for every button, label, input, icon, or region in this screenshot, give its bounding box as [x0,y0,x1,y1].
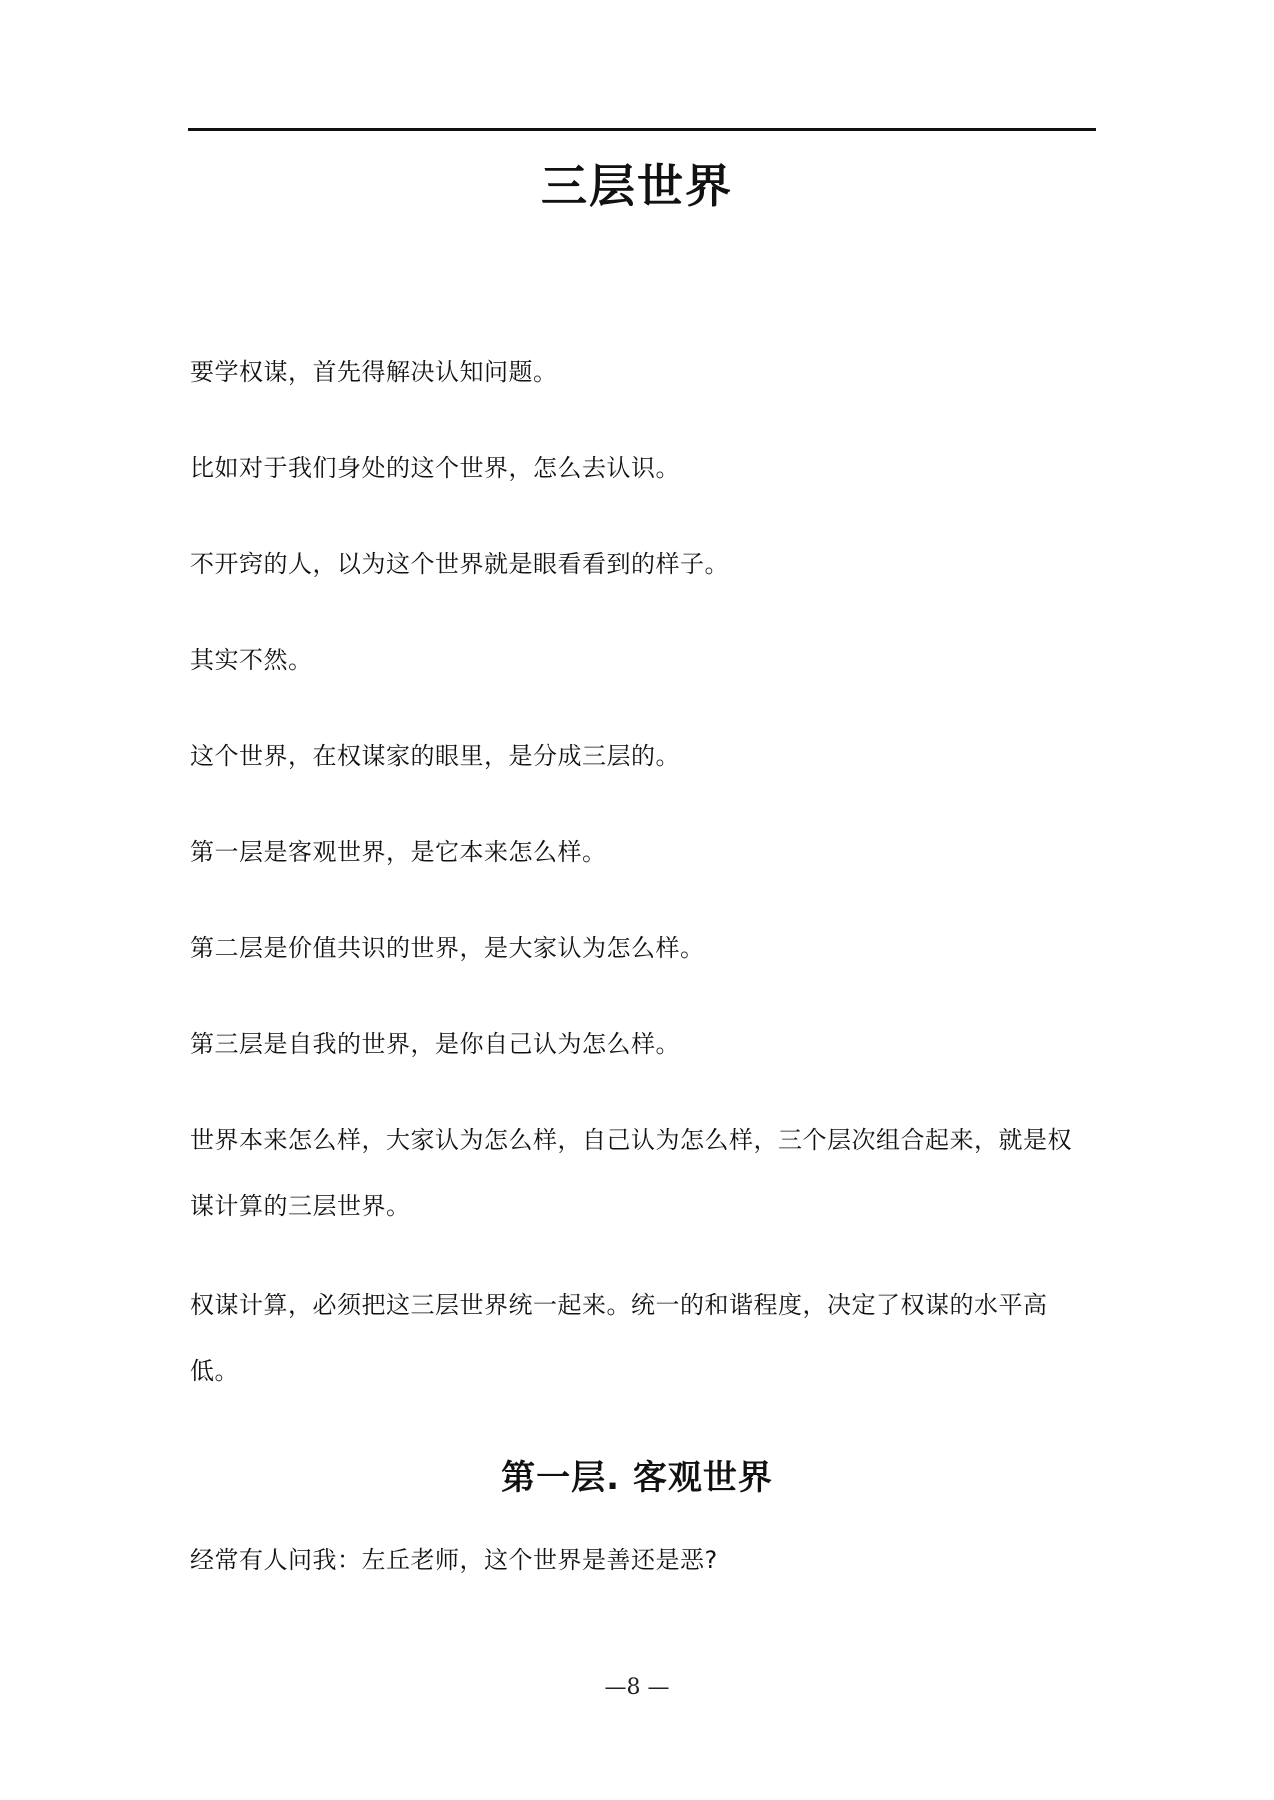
page-number: —8 — [604,1675,670,1700]
paragraph: 不开窍的人，以为这个世界就是眼看看到的样子。 [190,550,729,578]
top-rule [188,128,1096,131]
section-heading: 第一层. 客观世界 [501,1458,773,1498]
paragraph: 要学权谋，首先得解决认知问题。 [190,358,558,386]
paragraph: 世界本来怎么样，大家认为怎么样，自己认为怎么样，三个层次组合起来，就是权谋计算的三层世界。 [190,1126,1072,1220]
paragraph: 第三层是自我的世界，是你自己认为怎么样。 [190,1030,680,1058]
paragraph: 比如对于我们身处的这个世界，怎么去认识。 [190,454,680,482]
paragraph: 这个世界，在权谋家的眼里，是分成三层的。 [190,742,680,770]
paragraph: 经常有人问我：左丘老师，这个世界是善还是恶? [190,1546,718,1574]
page-title: 三层世界 [541,159,733,213]
paragraph: 其实不然。 [190,646,313,674]
paragraph: 权谋计算，必须把这三层世界统一起来。统一的和谐程度，决定了权谋的水平高低。 [190,1291,1048,1385]
paragraph: 第一层是客观世界，是它本来怎么样。 [190,838,607,866]
paragraph: 第二层是价值共识的世界，是大家认为怎么样。 [190,934,705,962]
